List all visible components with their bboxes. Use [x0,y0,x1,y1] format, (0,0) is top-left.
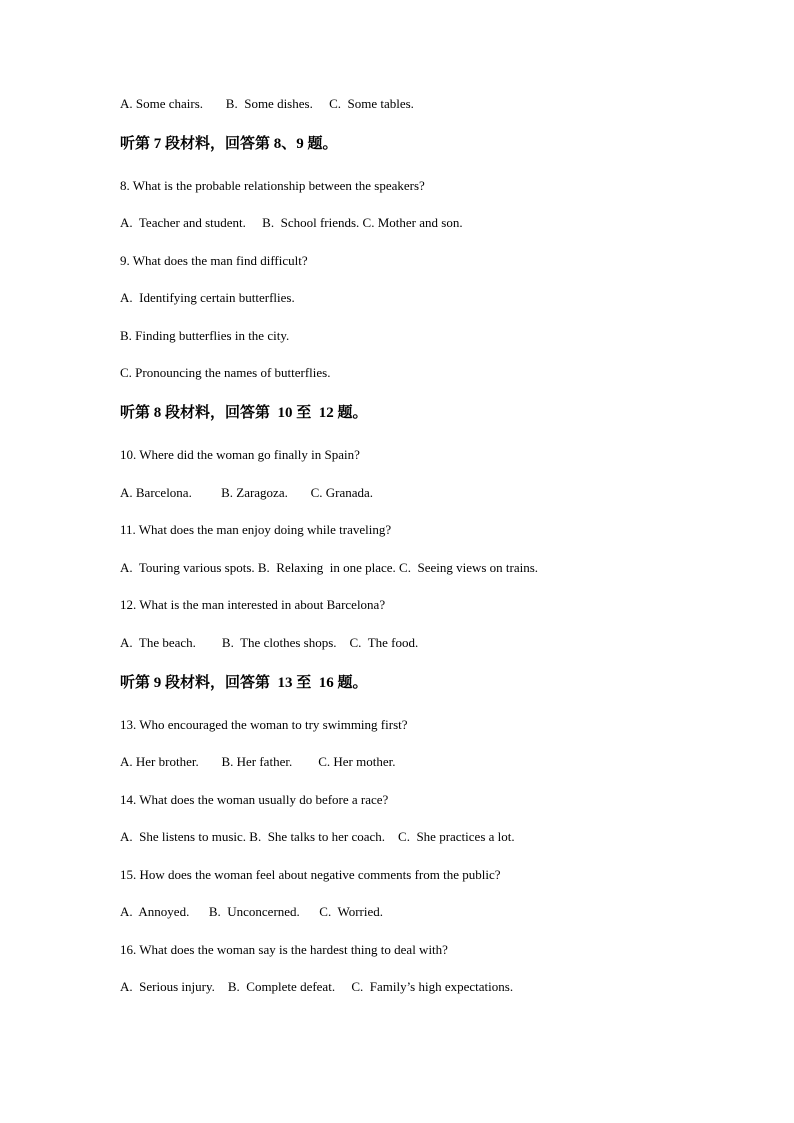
q14-options: A. She listens to music. B. She talks to her coach. C. She practices a lot. [120,829,515,844]
question-15: 15. How does the woman feel about negative comments from the public? [120,867,501,882]
q9-option-a: A. Identifying certain butterflies. [120,290,295,305]
q15-options: A. Annoyed. B. Unconcerned. C. Worried. [120,904,384,919]
section-heading-7: 听第 7 段材料，回答第 8、9 题。 [120,136,338,152]
q13-options: A. Her brother. B. Her father. C. Her mother. [120,754,396,769]
q9-option-b: B. Finding butterflies in the city. [120,328,290,343]
question-9: 9. What does the man find difficult? [120,253,308,268]
q10-options: A. Barcelona. B. Zaragoza. C. Granada. [120,485,374,500]
section-heading-8: 听第 8 段材料，回答第 10 至 12 题。 [120,405,368,421]
q16-options: A. Serious injury. B. Complete defeat. C. Family’s high expectations. [120,979,514,994]
question-11: 11. What does the man enjoy doing while traveling? [120,522,392,537]
question-14: 14. What does the woman usually do before a race? [120,792,389,807]
q12-options: A. The beach. B. The clothes shops. C. The food. [120,635,419,650]
q11-options: A. Touring various spots. B. Relaxing in one place. C. Seeing views on trains. [120,560,539,575]
question-12: 12. What is the man interested in about Barcelona? [120,597,386,612]
question-16: 16. What does the woman say is the hardest thing to deal with? [120,942,448,957]
question-10: 10. Where did the woman go finally in Spain? [120,447,360,462]
question-13: 13. Who encouraged the woman to try swimming first? [120,717,408,732]
q7-options: A. Some chairs. B. Some dishes. C. Some tables. [120,96,414,111]
q9-option-c: C. Pronouncing the names of butterflies. [120,365,331,380]
section-heading-9: 听第 9 段材料，回答第 13 至 16 题。 [120,675,368,691]
question-8: 8. What is the probable relationship between the speakers? [120,178,425,193]
q8-options: A. Teacher and student. B. School friends. C. Mother and son. [120,215,463,230]
